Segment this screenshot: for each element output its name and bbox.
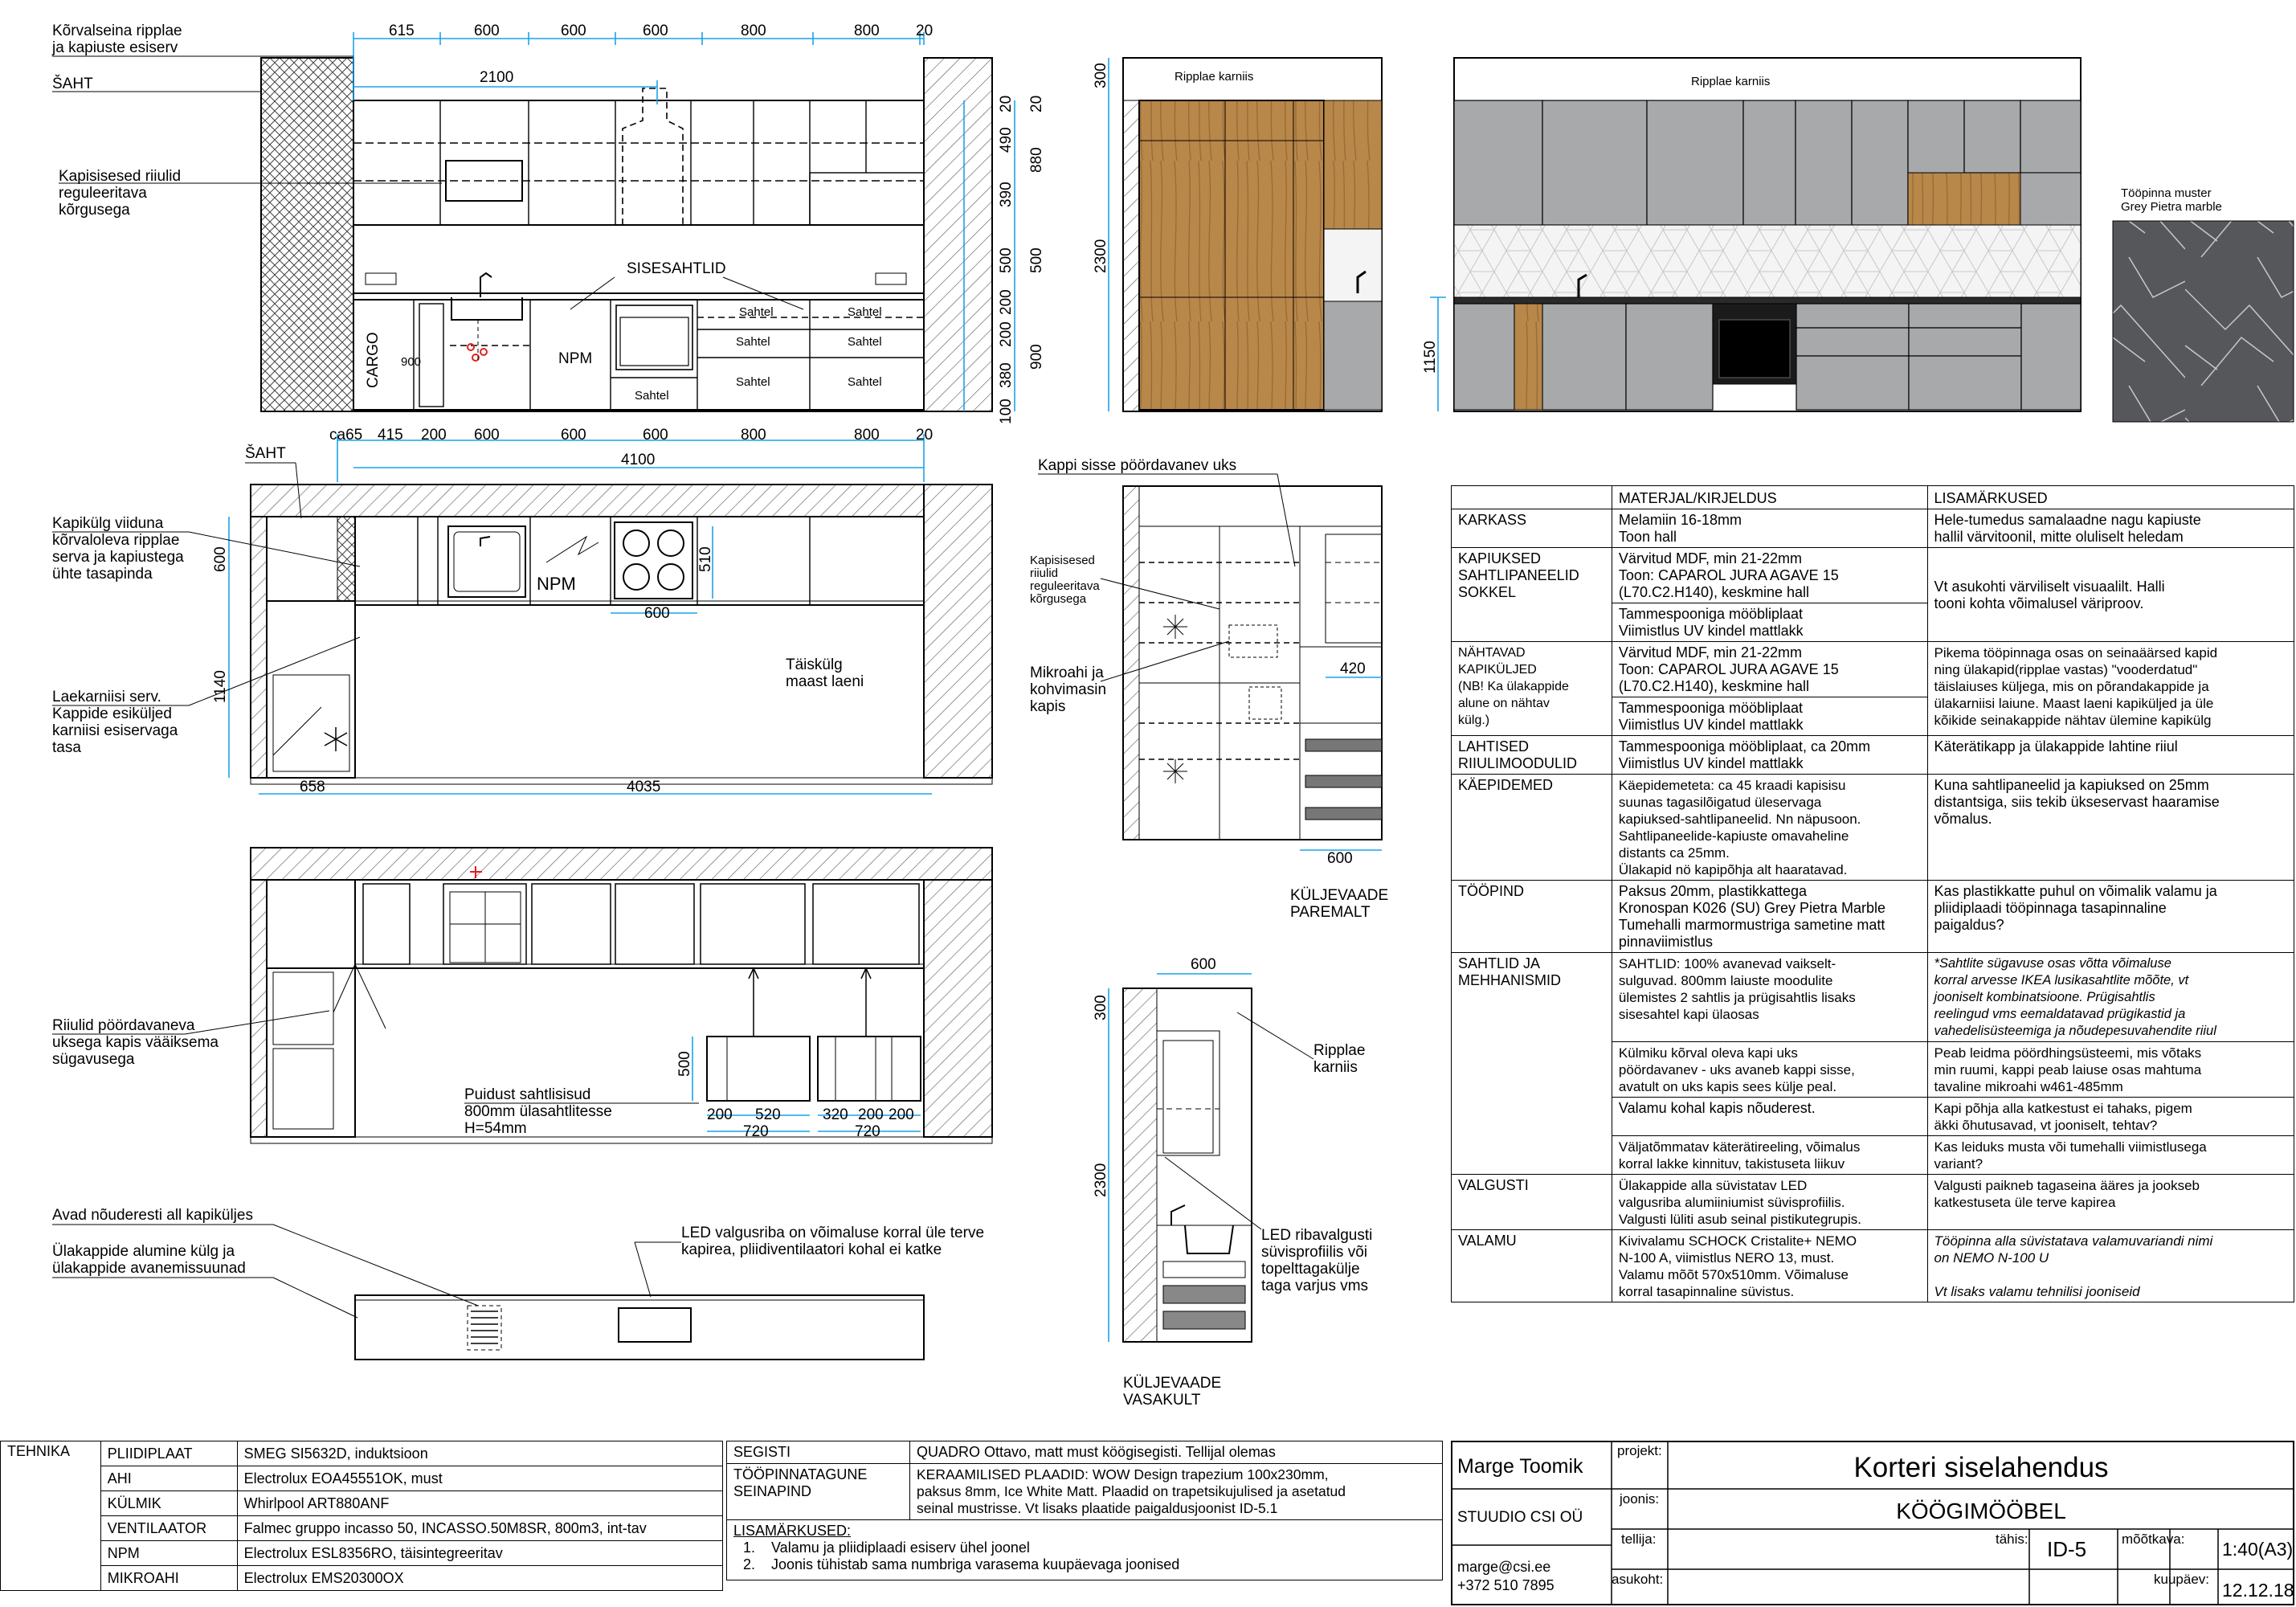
dim-label: 200 bbox=[421, 427, 447, 444]
kuupaev-value: 12.12.18 bbox=[2222, 1580, 2294, 1601]
dim-label: 520 bbox=[755, 1106, 781, 1123]
dim-label: 900 bbox=[1028, 344, 1045, 370]
tech-label: KÜLMIK bbox=[100, 1491, 237, 1516]
category-cell: KÄEPIDEMED bbox=[1452, 775, 1612, 881]
dim-label: 20 bbox=[998, 95, 1015, 112]
table-row bbox=[727, 1520, 1443, 1580]
sisesahtlid-label: SISESAHTLID bbox=[627, 260, 726, 277]
note-cell: Hele-tumedus samalaadne nagu kapiuste hallil värvitoonil, mitte oluliselt heledam bbox=[1927, 509, 2294, 548]
dim-label: 720 bbox=[855, 1123, 880, 1140]
mikroahi-label: Mikroahi ja kohvimasin kapis bbox=[1030, 664, 1107, 715]
dim-label: 600 bbox=[643, 427, 668, 444]
tech-value: Electrolux EMS20300OX bbox=[237, 1566, 722, 1591]
dim-label: 800 bbox=[741, 22, 766, 39]
tech-label: AHI bbox=[100, 1466, 237, 1491]
dim-label: 200 bbox=[858, 1106, 884, 1123]
dim-label: 615 bbox=[389, 22, 415, 39]
tahis-label: tähis: bbox=[1996, 1531, 2028, 1547]
sahtel-label: Sahtel bbox=[739, 305, 774, 319]
note-cell: Kuna sahtlipaneelid ja kapiuksed on 25mm distantsiga, siis tekib ükseservast haaramise võmalus. bbox=[1927, 775, 2294, 881]
material-cell: SAHTLID: 100% avanevad vaikselt- sulguvad. 800mm laiuste moodulite ülemistes 2 sahtlis ja prügisahtlis lisaks sisesahtel kapi ülaosas bbox=[1612, 953, 1927, 1042]
table-row bbox=[1, 1466, 723, 1491]
laekarniis-label: Laekarniisi serv. Kappide esiküljed karniisi esiservaga tasa bbox=[52, 689, 178, 756]
dim-label: 200 bbox=[889, 1106, 914, 1123]
table-row bbox=[1, 1491, 723, 1516]
material-cell: Valamu kohal kapis nõuderest. bbox=[1612, 1098, 1927, 1136]
dim-label: 600 bbox=[643, 22, 668, 39]
tech-label: NPM bbox=[100, 1541, 237, 1566]
dim-label: 300 bbox=[1093, 63, 1109, 88]
materials-table bbox=[1451, 485, 2294, 1302]
dim-label: 600 bbox=[212, 546, 229, 572]
tech-value: Electrolux ESL8356RO, täisintegreeritav bbox=[237, 1541, 722, 1566]
dim-label: 20 bbox=[916, 427, 934, 444]
dim-label: 880 bbox=[1028, 147, 1045, 173]
mid-info-block bbox=[726, 1441, 1443, 1605]
dim-label: 2300 bbox=[1093, 239, 1109, 273]
projekt-label: projekt: bbox=[1617, 1443, 1662, 1458]
material-cell: Kivivalamu SCHOCK Cristalite+ NEMO N-100 A, viimistlus NERO 13, must. Valamu mõõt 570x510mm. Võimaluse korral tasapinnaline süvistus. bbox=[1612, 1230, 1927, 1302]
karniis-label: Ripplae karniis bbox=[1691, 75, 1771, 88]
tech-title: TEHNIKA bbox=[1, 1441, 101, 1591]
sahtel-label: Sahtel bbox=[848, 375, 882, 389]
led-side-label: LED ribavalgusti süvisprofiilis või topelttagakülje taga varjus vms bbox=[1261, 1227, 1373, 1294]
material-cell: Käepidemeteta: ca 45 kraadi kapisisu suunas tagasilõigatud üleservaga kapiuksed-sahtlipaneelid. Nn näpusoon. Sahtlipaneelide-kapiuste omavaheline distants ca 25mm. Ülakapid nö kapipõhja alt haaratavad. bbox=[1612, 775, 1927, 881]
side-view-right bbox=[1030, 457, 1388, 921]
sahtel-label: Sahtel bbox=[736, 335, 770, 349]
dim-label: 100 bbox=[998, 399, 1015, 424]
dim-label: 300 bbox=[1093, 995, 1109, 1020]
plan-view bbox=[52, 427, 992, 795]
side-view-left bbox=[1093, 956, 1372, 1409]
studio-name: STUUDIO CSI OÜ bbox=[1457, 1509, 1583, 1526]
dim-label: 420 bbox=[1340, 660, 1366, 677]
kapikulg-label: Kapikülg viiduna kõrvaloleva ripplae serva ja kapiustega ühte tasapinda bbox=[52, 515, 184, 583]
material-cell: Väljatõmmatav käterätireeling, võimalus korral lakke kinnituv, takistuseta liikuv bbox=[1612, 1136, 1927, 1175]
npm-label: NPM bbox=[558, 350, 593, 367]
title-block bbox=[1451, 1441, 2294, 1605]
karniis-label: Ripplae karniis bbox=[1175, 70, 1254, 84]
dim-label: 20 bbox=[1028, 95, 1045, 112]
dim-label: 500 bbox=[676, 1051, 693, 1077]
tech-value: Whirlpool ART880ANF bbox=[237, 1491, 722, 1516]
seinapind-label: TÖÖPINNATAGUNE SEINAPIND bbox=[727, 1464, 910, 1520]
table-row bbox=[1452, 881, 2294, 953]
table-row bbox=[1452, 1175, 2294, 1230]
lisamarkused-item: 2. Joonis tühistab sama numbriga varasema kuupäevaga joonised bbox=[743, 1556, 1180, 1572]
ulakappide-label: Ülakappide alumine külg ja ülakappide avanemissuunad bbox=[52, 1243, 246, 1277]
puidust-label: Puidust sahtlisisud 800mm ülasahtlitesse H=54mm bbox=[464, 1086, 612, 1137]
note-cell: Kas plastikkatte puhul on võimalik valamu ja pliidiplaadi tööpinnaga tasapinnaline paigaldus? bbox=[1927, 881, 2294, 953]
sample-title: Tööpinna muster Grey Pietra marble bbox=[2121, 186, 2222, 214]
table-header-row bbox=[1452, 486, 2294, 509]
cargo-label: CARGO bbox=[365, 332, 382, 388]
material-cell: Tammespooniga mööbliplaat Viimistlus UV kindel mattlakk bbox=[1612, 697, 1927, 736]
dim-label: 600 bbox=[561, 22, 586, 39]
tech-label: VENTILAATOR bbox=[100, 1516, 237, 1541]
material-cell: Ülakappide alla süvistatav LED valgusriba alumiiniumist süvisprofiilis. Valgusti lüliti asub seinal pistikutegrupis. bbox=[1612, 1175, 1927, 1230]
dim-label: 415 bbox=[378, 427, 403, 444]
drawer-plan bbox=[52, 848, 992, 1143]
note-cell: Vt asukohti värviliselt visuaalilt. Halli tooni kohta võimalusel väriproov. bbox=[1927, 548, 2294, 642]
segisti-value: QUADRO Ottavo, matt must köögisegisti. Tellijal olemas bbox=[910, 1441, 1443, 1464]
led-label: LED valgusriba on võimaluse korral üle terve kapirea, pliidiventilaatori kohal ei katke bbox=[681, 1225, 985, 1258]
dim-label: 500 bbox=[1028, 247, 1045, 273]
dim-label: 658 bbox=[300, 779, 325, 795]
side-left-caption: KÜLJEVAADE VASAKULT bbox=[1123, 1375, 1222, 1409]
material-cell: Värvitud MDF, min 21-22mm Toon: CAPAROL JURA AGAVE 15 (L70.C2.H140), keskmine hall bbox=[1612, 642, 1927, 697]
dim-label: 800 bbox=[854, 22, 880, 39]
dim-label: 380 bbox=[998, 362, 1015, 388]
dim-label: 800 bbox=[741, 427, 766, 444]
table-row bbox=[1452, 953, 2294, 1042]
table-row bbox=[1452, 1230, 2294, 1302]
dim-label: 200 bbox=[707, 1106, 733, 1123]
tech-label: PLIIDIPLAAT bbox=[100, 1441, 237, 1466]
taiskulg-label: Täiskülg maast laeni bbox=[786, 656, 864, 690]
tahis-value: ID-5 bbox=[2047, 1537, 2087, 1561]
lisamarkused-item: 1. Valamu ja pliidiplaadi esiserv ühel joonel bbox=[743, 1540, 1030, 1556]
table-header: LISAMÄRKUSED bbox=[1927, 486, 2294, 509]
kapisisesed-side-label: Kapisisesed riiulid reguleeritava kõrgusega bbox=[1030, 554, 1100, 606]
table-row bbox=[1452, 775, 2294, 881]
note-cell: Peab leidma pöördhingsüsteemi, mis võtaks min ruumi, kappi peab laiuse osas mahtuma tavaline mikroahi w461-485mm bbox=[1927, 1042, 2294, 1098]
tellija-label: tellija: bbox=[1621, 1531, 1657, 1547]
dim-label: 600 bbox=[474, 22, 500, 39]
kapisisesed-label: Kapisisesed riiulid reguleeritava kõrgusega bbox=[59, 168, 182, 219]
tech-label: MIKROAHI bbox=[100, 1566, 237, 1591]
sahtel-label: Sahtel bbox=[848, 335, 882, 349]
dim-label: 4035 bbox=[627, 779, 661, 795]
color-elevation bbox=[1422, 58, 2081, 411]
kappi-label: Kappi sisse pöördavanev uks bbox=[1038, 457, 1237, 474]
dim-label: 320 bbox=[823, 1106, 848, 1123]
tech-table bbox=[0, 1441, 723, 1591]
dim-label: 600 bbox=[561, 427, 586, 444]
seinapind-value: KERAAMILISED PLAADID: WOW Design trapezium 100x230mm, paksus 8mm, Ice White Matt. Plaadid on trapetsikujulised ja asetatud seinal mustrisse. Vt lisaks plaatide paigaldusjoonist ID-5.1 bbox=[910, 1464, 1443, 1520]
dim-label: 20 bbox=[916, 22, 934, 39]
note-cell: *Sahtlite sügavuse osas võtta võimaluse korral arvesse IKEA lusikasahtlite mõõte, vt jooniselt kombinatsioone. Prügisahtlis reelingud vms eemaldatavad prügikastid ja vahedelisüsteemiga ja nõudepesuvahendite riiul bbox=[1927, 953, 2294, 1042]
table-header bbox=[1452, 486, 1612, 509]
category-cell: SAHTLID JA MEHHANISMID bbox=[1452, 953, 1612, 1175]
note-cell: Käterätikapp ja ülakappide lahtine riiul bbox=[1927, 736, 2294, 775]
category-cell: KAPIUKSED SAHTLIPANEELID SOKKEL bbox=[1452, 548, 1612, 642]
dim-label: 600 bbox=[474, 427, 500, 444]
tech-value: Falmec gruppo incasso 50, INCASSO.50M8SR, 800m3, int-tav bbox=[237, 1516, 722, 1541]
material-cell: Paksus 20mm, plastikkattega Kronospan K026 (SU) Grey Pietra Marble Tumehalli marmormustriga sametine matt pinnaviimistlus bbox=[1612, 881, 1927, 953]
dim-label: 4100 bbox=[621, 452, 656, 468]
dim-label: 800 bbox=[854, 427, 880, 444]
material-cell: Melamiin 16-18mm Toon hall bbox=[1612, 509, 1927, 548]
mootkava-value: 1:40(A3) bbox=[2222, 1539, 2294, 1560]
category-cell: VALAMU bbox=[1452, 1230, 1612, 1302]
sahtel-label: Sahtel bbox=[635, 389, 669, 403]
table-row bbox=[1452, 548, 2294, 603]
korval-label: Kõrvalseina ripplae ja kapiuste esiserv bbox=[52, 22, 182, 56]
front-elevation bbox=[51, 22, 1045, 424]
category-cell: TÖÖPIND bbox=[1452, 881, 1612, 953]
joonis-title: KÖÖGIMÖÖBEL bbox=[1896, 1499, 2066, 1523]
material-cell: Tammespooniga mööbliplaat, ca 20mm Viimistlus UV kindel mattlakk bbox=[1612, 736, 1927, 775]
material-cell: Külmiku kõrval oleva kapi uks pöördavanev - uks avaneb kappi sisse, avatult on uks kapis sees külje peal. bbox=[1612, 1042, 1927, 1098]
marble-sample bbox=[2113, 186, 2294, 422]
table-row bbox=[1, 1541, 723, 1566]
plan-top-dims bbox=[212, 427, 933, 795]
front-right-dims bbox=[998, 96, 1045, 424]
wood-elevation bbox=[1093, 58, 1382, 411]
author-name: Marge Toomik bbox=[1457, 1455, 1583, 1478]
dim-label: 1150 bbox=[1422, 341, 1439, 374]
front-callouts bbox=[51, 22, 442, 219]
segisti-label: SEGISTI bbox=[727, 1441, 910, 1464]
plan-npm-label: NPM bbox=[537, 574, 576, 594]
joonis-label: joonis: bbox=[1620, 1491, 1660, 1507]
material-cell: Värvitud MDF, min 21-22mm Toon: CAPAROL JURA AGAVE 15 (L70.C2.H140), keskmine hall bbox=[1612, 548, 1927, 603]
dim-label: 490 bbox=[998, 127, 1015, 153]
lisamarkused-title: LISAMÄRKUSED: bbox=[733, 1523, 852, 1539]
side-right-caption: KÜLJEVAADE PAREMALT bbox=[1290, 887, 1389, 921]
dim-label: 200 bbox=[998, 321, 1015, 347]
dim-label: 1140 bbox=[212, 670, 229, 703]
asukoht-label: asukoht: bbox=[1612, 1572, 1664, 1587]
dim-label: 2300 bbox=[1093, 1163, 1109, 1197]
phone: +372 510 7895 bbox=[1457, 1577, 1554, 1593]
front-top-dims bbox=[389, 22, 933, 86]
table-row bbox=[1452, 642, 2294, 697]
category-cell: NÄHTAVAD KAPIKÜLJED (NB! Ka ülakappide alune on nähtav külg.) bbox=[1452, 642, 1612, 736]
note-cell: Kapi põhja alla katkestust ei tahaks, pigem äkki õhutusavad, vt jooniselt, tehtav? bbox=[1927, 1098, 2294, 1136]
table-row bbox=[1, 1516, 723, 1541]
table-header: MATERJAL/KIRJELDUS bbox=[1612, 486, 1927, 509]
table-row bbox=[1, 1566, 723, 1591]
saht-label: ŠAHT bbox=[52, 76, 93, 92]
dim-label: 500 bbox=[998, 247, 1015, 273]
riiulid-label: Riiulid pöördavaneva uksega kapis vääiksema sügavusega bbox=[52, 1017, 219, 1068]
note-cell: Tööpinna alla süvistatava valamuvariandi nimi on NEMO N-100 U Vt lisaks valamu tehnilisi jooniseid bbox=[1927, 1230, 2294, 1302]
avad-label: Avad nõuderesti all kapiküljes bbox=[52, 1207, 253, 1224]
email: marge@csi.ee bbox=[1457, 1559, 1551, 1575]
category-cell: LAHTISED RIIULIMOODULID bbox=[1452, 736, 1612, 775]
dim-label: 2100 bbox=[480, 69, 514, 86]
table-row bbox=[727, 1441, 1443, 1464]
dim-900-label: 900 bbox=[401, 355, 422, 369]
table-row bbox=[1, 1441, 723, 1466]
category-cell: VALGUSTI bbox=[1452, 1175, 1612, 1230]
dim-label: 510 bbox=[697, 546, 714, 572]
table-row bbox=[1452, 509, 2294, 548]
table-row bbox=[727, 1464, 1443, 1520]
tech-value: SMEG SI5632D, induktsioon bbox=[237, 1441, 722, 1466]
dim-label: 600 bbox=[1191, 956, 1216, 973]
dim-label: ca65 bbox=[329, 427, 363, 444]
note-cell: Pikema tööpinnaga osas on seinaäärsed kapid ning ülakapid(ripplae vastas) "vooderdatud" täislaiuses küljega, mis on põrandakappide ja ülakarniisi laiune. Maast laeni kapiküljed ja üle kõikide seinakappide nähtav ülemine kapikülg bbox=[1927, 642, 2294, 736]
dim-label: 390 bbox=[998, 182, 1015, 207]
mootkava-label: mõõtkava: bbox=[2122, 1531, 2185, 1547]
lisamarkused-cell bbox=[727, 1520, 1443, 1580]
tech-value: Electrolux EOA45551OK, must bbox=[237, 1466, 722, 1491]
dim-label: 600 bbox=[1327, 850, 1353, 867]
dim-label: 200 bbox=[998, 289, 1015, 315]
dim-label: 600 bbox=[644, 605, 670, 622]
sahtel-label: Sahtel bbox=[848, 305, 882, 319]
karniis-side-label: Ripplae karniis bbox=[1313, 1042, 1366, 1076]
material-cell: Tammespooniga mööbliplaat Viimistlus UV kindel mattlakk bbox=[1612, 603, 1927, 642]
table-row bbox=[1452, 736, 2294, 775]
kuupaev-label: kuupäev: bbox=[2154, 1572, 2209, 1587]
category-cell: KARKASS bbox=[1452, 509, 1612, 548]
note-cell: Valgusti paikneb tagaseina ääres ja jookseb katkestuseta üle terve kapirea bbox=[1927, 1175, 2294, 1230]
sahtel-label: Sahtel bbox=[736, 375, 770, 389]
underside-view bbox=[52, 1207, 984, 1360]
note-cell: Kas leiduks musta või tumehalli viimistlusega variant? bbox=[1927, 1136, 2294, 1175]
plan-saht-label: ŠAHT bbox=[245, 445, 286, 462]
dim-label: 720 bbox=[743, 1123, 769, 1140]
mid-table bbox=[726, 1441, 1443, 1580]
projekt-title: Korteri siselahendus bbox=[1853, 1452, 2109, 1483]
